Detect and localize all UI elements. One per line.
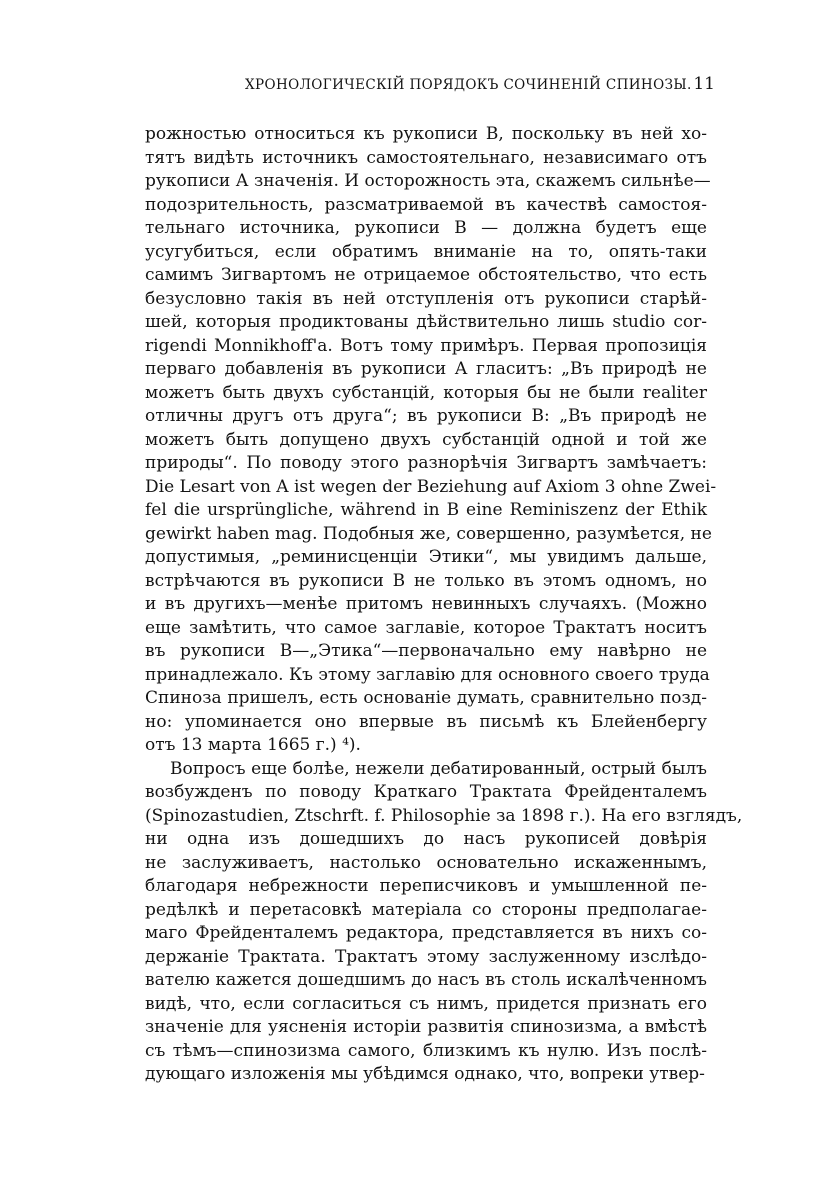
text-line: еще замѣтить, что самое заглавіе, которое Трактатъ носитъ	[145, 617, 707, 638]
text-line: fel die ursprüngliche, während in B eine Reminiszenz der Ethik	[145, 500, 707, 520]
text-line: держаніе Трактата. Трактатъ этому заслуженному изслѣдо-	[145, 946, 707, 967]
text-line: тятъ видѣть источникъ самостоятельнаго, независимаго отъ	[145, 147, 707, 168]
text-line: самимъ Зигвартомъ не отрицаемое обстоятельство, что есть	[145, 265, 707, 285]
text-line: допустимыя, „реминисценціи Этики“, мы увидимъ дальше,	[145, 547, 707, 567]
text-line: rigendi Monnikhoff'a. Вотъ тому примѣръ. Первая пропозиція	[145, 335, 707, 356]
text-line: видѣ, что, если согласиться съ нимъ, придется признать его	[145, 993, 707, 1014]
text-line: gewirkt haben mag. Подобныя же, совершенно, разумѣется, не	[145, 523, 712, 544]
text-line: (Spinozastudien, Ztschrft. f. Philosophie за 1898 г.). На его взглядъ,	[145, 805, 743, 826]
text-line: усугубиться, если обратимъ вниманіе на то, опять-таки	[145, 241, 707, 262]
text-line: Вопросъ еще болѣе, нежели дебатированный, острый былъ	[170, 758, 707, 779]
text-line: но: упоминается оно впервые въ письмѣ къ Блейенбергу	[145, 711, 707, 732]
text-line: Спиноза пришелъ, есть основаніе думать, сравнительно позд-	[145, 688, 707, 708]
text-line: перваго добавленія въ рукописи А гласитъ: „Въ природѣ не	[145, 359, 707, 379]
text-line: редѣлкѣ и перетасовкѣ матеріала со стороны предполагае-	[145, 899, 707, 920]
text-line: рожностью относиться къ рукописи В, поскольку въ ней хо-	[145, 124, 707, 144]
paragraph	[145, 758, 743, 1087]
text-line: Die Lesart von A ist wegen der Beziehung auf Axiom 3 ohne Zwei-	[145, 476, 717, 497]
text-line: рукописи А значенія. И осторожность эта, скажемъ сильнѣе—	[145, 171, 711, 191]
text-line: отличны другъ отъ друга“; въ рукописи В: „Въ природѣ не	[145, 406, 707, 426]
body-text	[145, 123, 743, 1087]
text-line: и въ другихъ—менѣе притомъ невинныхъ случаяхъ. (Можно	[145, 594, 707, 614]
text-line: благодаря небрежности переписчиковъ и умышленной пе-	[145, 876, 707, 896]
text-line: принадлежало. Къ этому заглавію для основного своего труда	[145, 664, 710, 685]
text-line: вателю кажется дошедшимъ до насъ въ столь искалѣченномъ	[145, 970, 707, 990]
text-line: маго Фрейденталемъ редактора, представляется въ нихъ со-	[145, 923, 707, 943]
page-number: 11	[693, 74, 715, 94]
text-line: въ рукописи В—„Этика“—первоначально ему навѣрно не	[145, 641, 707, 661]
paragraph	[145, 123, 717, 758]
text-line: возбужденъ по поводу Краткаго Трактата Фрейденталемъ	[145, 782, 707, 802]
text-line: съ тѣмъ—спинозизма самого, близкимъ къ нулю. Изъ послѣ-	[145, 1040, 707, 1061]
text-line: шей, которыя продиктованы дѣйствительно лишь studio cor-	[145, 312, 707, 332]
text-line: тельнаго источника, рукописи В — должна будетъ еще	[145, 218, 707, 238]
running-title: ХРОНОЛОГИЧЕСКІЙ ПОРЯДОКЪ СОЧИНЕНІЙ СПИНОЗЫ.	[245, 77, 692, 93]
text-line: подозрительность, разсматриваемой въ качествѣ самостоя-	[145, 194, 707, 215]
text-line: можетъ быть допущено двухъ субстанцій одной и той же	[145, 429, 707, 450]
text-line: ни одна изъ дошедшихъ до насъ рукописей довѣрія	[145, 829, 707, 849]
text-line: отъ 13 марта 1665 г.) ⁴).	[145, 735, 361, 755]
text-line: дующаго изложенія мы убѣдимся однако, что, вопреки утвер-	[145, 1064, 705, 1084]
text-line: безусловно такія въ ней отступленія отъ рукописи старѣй-	[145, 288, 707, 309]
text-line: не заслуживаетъ, настолько основательно искаженнымъ,	[145, 852, 707, 873]
text-line: можетъ быть двухъ субстанцій, которыя бы не были realiter	[145, 382, 707, 403]
page-header	[145, 74, 715, 105]
text-line: природы“. По поводу этого разнорѣчія Зигвартъ замѣчаетъ:	[145, 453, 707, 473]
text-line: значеніе для уясненія исторіи развитія спинозизма, а вмѣстѣ	[145, 1017, 707, 1037]
text-line: встрѣчаются въ рукописи В не только въ этомъ одномъ, но	[145, 570, 707, 591]
